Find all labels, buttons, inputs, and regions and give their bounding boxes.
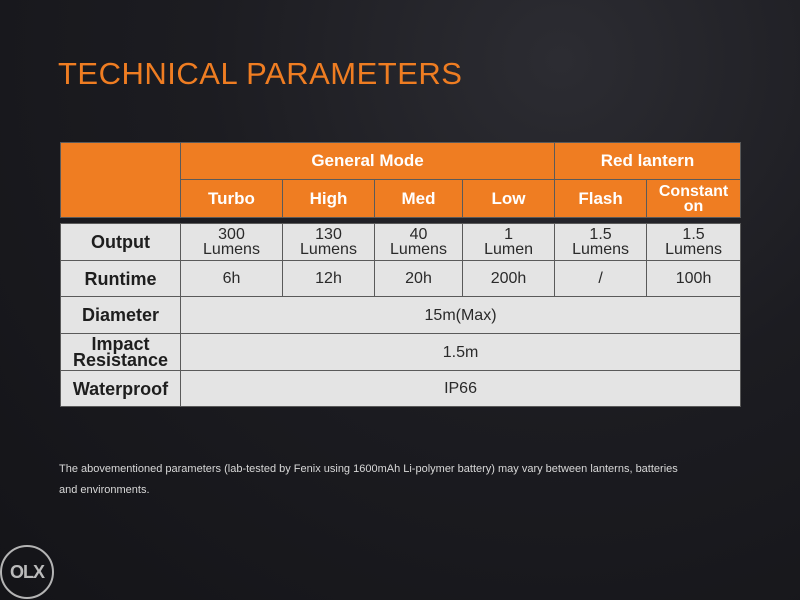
diameter-value-cell: 15m(Max) (181, 297, 741, 334)
row-label-waterproof: Waterproof (61, 371, 181, 407)
table-row-waterproof (61, 371, 741, 407)
waterproof-value-cell: IP66 (181, 371, 741, 407)
table-row-runtime (61, 261, 741, 297)
row-label-runtime: Runtime (61, 261, 181, 297)
olx-watermark-logo: OLX (0, 545, 54, 599)
row-label-impact-resistance: Impact Resistance (61, 334, 181, 371)
runtime-constant-on-cell: 100h (647, 261, 741, 297)
runtime-high-cell: 12h (283, 261, 375, 297)
mode-header-low: Low (463, 180, 555, 218)
output-low-cell: 1 Lumen (463, 224, 555, 261)
mode-header-flash: Flash (555, 180, 647, 218)
mode-header-constant-on: Constant on (647, 180, 741, 218)
mode-header-med: Med (375, 180, 463, 218)
output-high-cell: 130 Lumens (283, 224, 375, 261)
mode-header-turbo: Turbo (181, 180, 283, 218)
parameters-table (60, 142, 741, 407)
table-row-output (61, 224, 741, 261)
general-mode-header: General Mode (181, 143, 555, 180)
impact-resistance-value-cell: 1.5m (181, 334, 741, 371)
corner-header-cell (61, 143, 181, 218)
output-turbo-cell: 300 Lumens (181, 224, 283, 261)
runtime-turbo-cell: 6h (181, 261, 283, 297)
red-lantern-header: Red lantern (555, 143, 741, 180)
output-flash-cell: 1.5 Lumens (555, 224, 647, 261)
footnote-text: The abovementioned parameters (lab-tested by Fenix using 1600mAh Li-polymer battery) may vary between lanterns, batteries and environments. (59, 463, 678, 496)
runtime-low-cell: 200h (463, 261, 555, 297)
row-label-diameter: Diameter (61, 297, 181, 334)
runtime-med-cell: 20h (375, 261, 463, 297)
output-constant-on-cell: 1.5 Lumens (647, 224, 741, 261)
runtime-flash-cell: / (555, 261, 647, 297)
table-row-diameter (61, 297, 741, 334)
group-header-row (61, 143, 741, 180)
table-row-impact-resistance (61, 334, 741, 371)
page-title: TECHNICAL PARAMETERS (58, 56, 463, 91)
row-label-output: Output (61, 224, 181, 261)
mode-header-high: High (283, 180, 375, 218)
output-med-cell: 40 Lumens (375, 224, 463, 261)
